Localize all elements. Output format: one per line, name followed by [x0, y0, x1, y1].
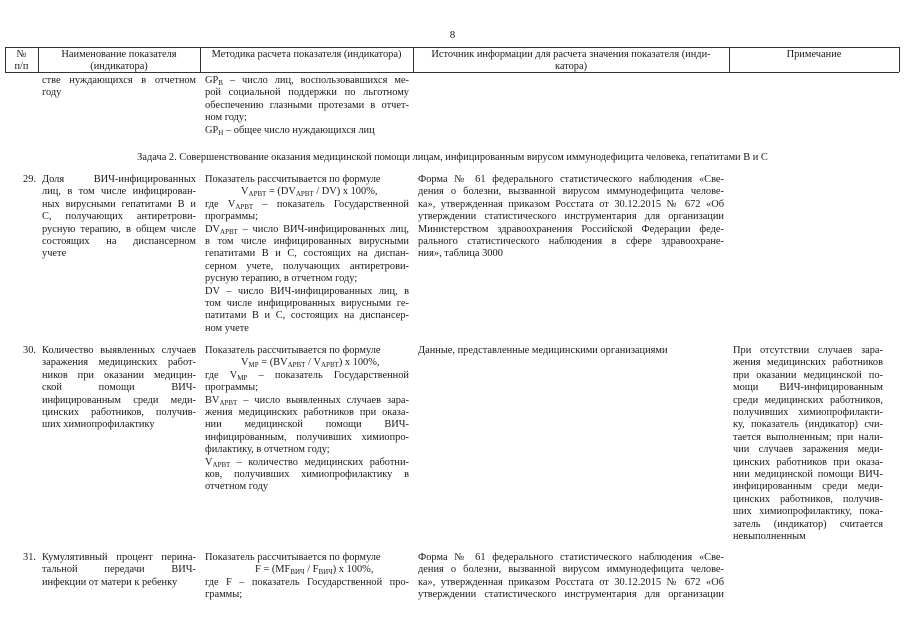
row-30-number: 30.: [23, 345, 36, 356]
page-number: 8: [449, 29, 456, 41]
carry-name: стве нуждающихся в отчетном году: [42, 75, 196, 99]
row-29-name: Доля ВИЧ-инфицированных лиц, в том числе инфицирован- ных вирусными гепатитами B и C, получающих антиретрови- русную терапию, в общем числе состоящих на диспансерном учете: [42, 174, 196, 260]
task-heading: Задача 2. Совершенствование оказания медицинской помощи лицам, инфицированным вирусом иммунодефицита человека, гепатитами B и C: [137, 152, 768, 163]
header-source: Источник информации для расчета значения показателя (инди- катора): [431, 49, 711, 72]
header-method: Методика расчета показателя (индикатора): [211, 49, 402, 60]
row-31-number: 31.: [23, 552, 36, 563]
header-note: Примечание: [786, 49, 842, 60]
carry-method: $GP_B$ – число лиц, воспользовавшихся ме- рой социальной поддержки по льготному обеспечению глазными протезами в отчет- ном году; $GP_Н$ – общее число нуждающихся лиц: [205, 75, 409, 137]
row-30-name: Количество выявленных случаев заражения медицинских работ- ников при оказании медицин- ской помощи ВИЧ- инфицированным среди меди- цинских работников, получив- ших химиопрофилактику: [42, 345, 196, 431]
row-31-method: Показатель рассчитывается по формуле $F = (MF_{ВИЧ} / F_{ВИЧ})$ x 100%, где F – показатель Государственной про- граммы;: [205, 552, 409, 601]
header-num: № п/п: [14, 49, 29, 72]
row-31-name: Кумулятивный процент перина- тальной передачи ВИЧ- инфекции от матери к ребенку: [42, 552, 196, 588]
header-name: Наименование показателя (индикатора): [61, 49, 177, 72]
row-30-method: Показатель рассчитывается по формуле $V_{МР} = (BV_{АРВТ} / V_{АРВТ})$ x 100%, где $V_{МР}$ – показатель Государственной программы; $BV_{АРВТ}$ – число выявленных случаев зара- жения медицинских работников при оказа- нии медицинской помощи ВИЧ- инфицированным, получивших химиопро- филактику, в отчетном году; $V_{АРВТ}$ – количество медицинских работни- ков, получивших химиопрофилактику в отчетном году: [205, 345, 409, 493]
row-31-source: Форма № 61 федерального статистического наблюдения «Све- дения о болезни, вызванной вирусом иммунодефицита челове- ка», утвержденная приказом Росстата от 30.12.2015 № 672 «Об утверждении статистического инструментария для организации: [418, 552, 724, 601]
row-29-number: 29.: [23, 174, 36, 185]
row-30-note: При отсутствии случаев зара- жения медицинских работников при оказании медицинской по- мощи ВИЧ-инфицированным среди медицинских работников, получивших химиопрофилакти- ку, показатель (индикатор) счи- тается выполненным; при нали- чии случаев заражения меди- цинских работников при оказа- нии медицинской помощи ВИЧ- инфицированным среди меди- цинских работников, получив- ших химиопрофилактику, пока- затель (индикатор) считается невыполненным: [733, 345, 883, 543]
col-divider-right: [899, 47, 900, 72]
table-top-border: [5, 47, 899, 48]
row-29-source: Форма № 61 федерального статистического наблюдения «Све- дения о болезни, вызванной вирусом иммунодефицита челове- ка», утвержденная приказом Росстата от 30.12.2015 № 672 «Об утверждении статистического инструментария для организации Министерством здравоохранения Российской Федерации феде- рального статистического наблюдения в сфере здравоохране- ния», таблица 3000: [418, 174, 724, 260]
row-30-source: Данные, представленные медицинскими организациями: [418, 345, 668, 356]
row-29-method: Показатель рассчитывается по формуле $V_{АРВТ} = (DV_{АРВТ} / DV)$ x 100%, где $V_{АРВТ}$ – показатель Государственной программы; $DV_{АРВТ}$ – число ВИЧ-инфицированных лиц, в том числе инфицированных вирусными гепатитами B и C, состоящих на диспан- серном учете, получающих антиретрови- русную терапию, в отчетном году; DV – число ВИЧ-инфицированных лиц, в том числе инфицированных вирусными ге- патитами B и C, состоящих на диспансер- ном учете: [205, 174, 409, 334]
